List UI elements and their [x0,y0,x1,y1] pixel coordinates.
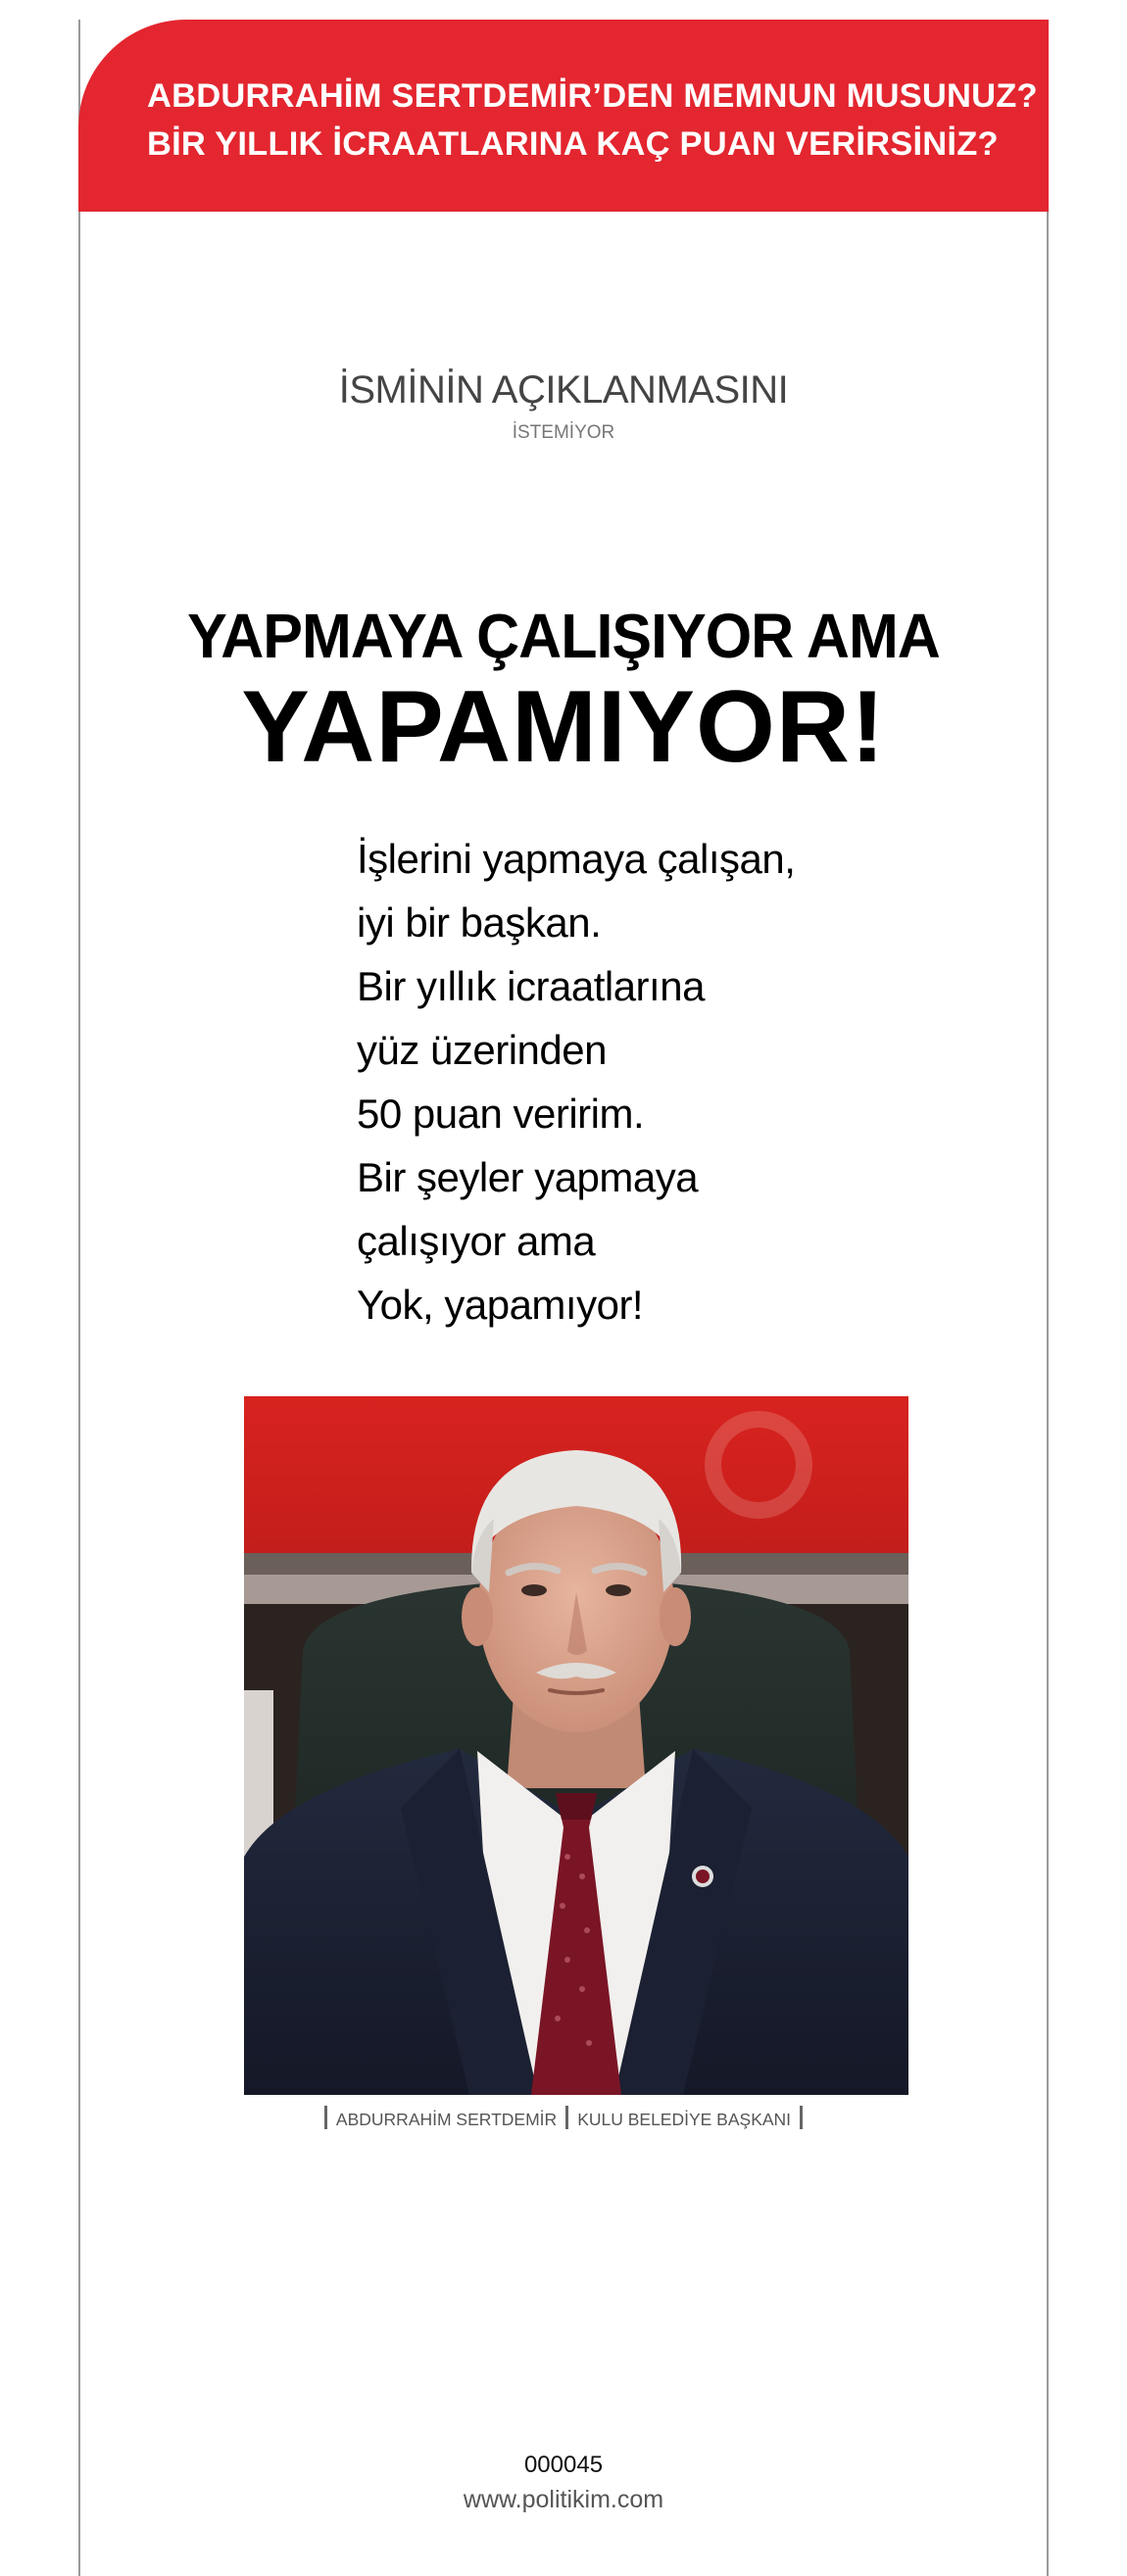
respondent-anonymous-sub: İSTEMİYOR [512,422,615,443]
quote-line: İşlerini yapmaya çalışan, [357,836,796,882]
header-question-2: BİR YILLIK İCRAATLARINA KAÇ PUAN VERİRSİNİZ? [147,125,999,163]
respondent-quote [357,827,945,1337]
quote-line: Yok, yapamıyor! [357,1282,644,1328]
photo-caption [0,2105,1127,2134]
quote-line: Bir yıllık icraatlarına [357,963,705,1009]
quote-line: iyi bir başkan. [357,899,602,946]
website-link[interactable]: www.politikim.com [463,2486,664,2513]
headline-top: YAPMAYA ÇALIŞIYOR AMA [187,601,940,671]
caption-name: ABDURRAHİM SERTDEMİR [335,2110,558,2129]
header-banner [78,20,1049,212]
caption-title: KULU BELEDİYE BAŞKANI [577,2110,792,2129]
caption-divider [565,2106,568,2129]
caption-divider [324,2106,327,2129]
quote-line: yüz üzerinden [357,1027,607,1073]
quote-line: 50 puan veririm. [357,1091,645,1137]
header-question-1: ABDURRAHİM SERTDEMİR’DEN MEMNUN MUSUNUZ? [147,77,1038,115]
document-code: 000045 [523,2452,604,2478]
respondent-anonymous-label: İSMİNİN AÇIKLANMASINI [338,368,789,412]
mayor-portrait-photo [244,1396,908,2095]
quote-line: Bir şeyler yapmaya [357,1154,699,1200]
headline-main: YAPAMIYOR! [241,670,886,784]
caption-divider [800,2106,803,2129]
quote-line: çalışıyor ama [357,1218,596,1264]
